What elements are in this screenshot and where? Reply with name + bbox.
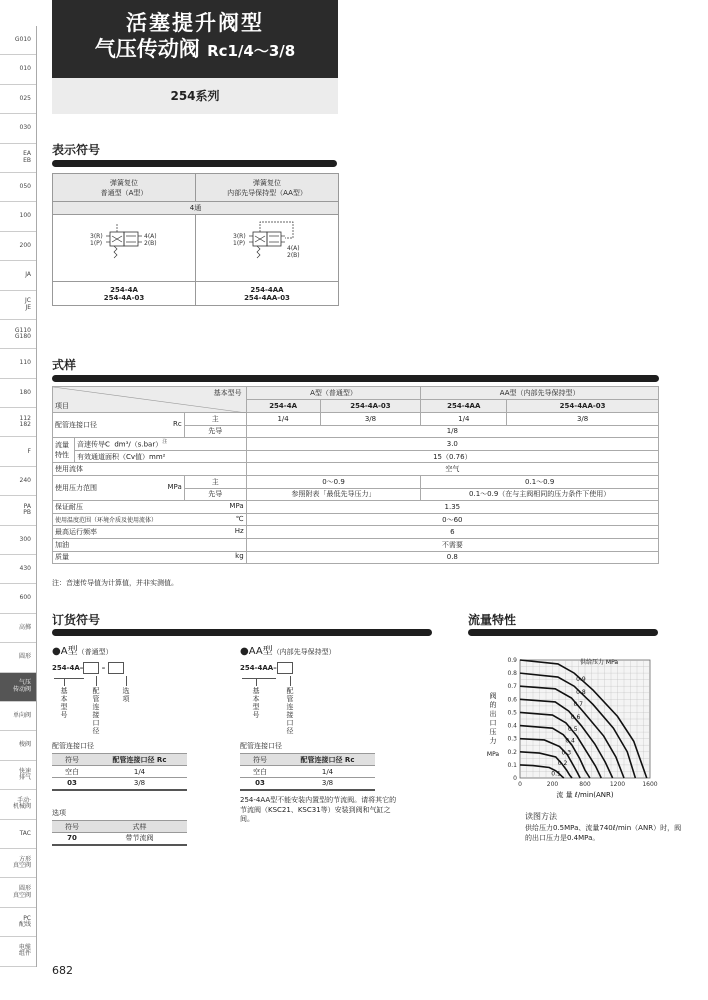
sidebar-item[interactable]: 050: [0, 173, 36, 202]
row-sublabel: 先导: [184, 425, 246, 438]
section-title-spec: 式样: [52, 358, 77, 372]
x-axis-label: 流 量 ℓ/min(ANR): [556, 791, 614, 799]
row-label: 使用压力范围 MPa: [53, 475, 185, 500]
sidebar-item[interactable]: 梭阀: [0, 731, 36, 760]
y-tick-label: 0.5: [507, 709, 517, 717]
y-tick-label: 0.4: [507, 722, 517, 730]
sidebar-item[interactable]: 100: [0, 202, 36, 231]
sidebar-item[interactable]: 025: [0, 85, 36, 114]
section-bar: [52, 629, 432, 636]
series-label: 0.4: [565, 737, 575, 745]
x-tick-label: 1600: [642, 781, 658, 788]
cell: 0～0.9: [246, 475, 421, 488]
sidebar-item[interactable]: 高掷: [0, 614, 36, 643]
row-label: 流量 特性: [53, 438, 75, 463]
model-header: 254-4AA-03: [507, 400, 659, 413]
sidebar-item[interactable]: 快速 排气: [0, 761, 36, 790]
read-method-title: 读图方法: [525, 812, 557, 821]
sidebar-item[interactable]: 010: [0, 55, 36, 84]
y-axis-label-char: 的: [489, 701, 497, 709]
section-bar: [52, 375, 659, 382]
label-port-size: 配管连接口径: [92, 687, 100, 735]
symbol-col-aa: 弹簧复位 内部先导保持型（AA型）: [196, 174, 339, 202]
x-tick-label: 1200: [609, 781, 626, 788]
leader-line: [256, 678, 257, 686]
sidebar-item[interactable]: 300: [0, 526, 36, 555]
sidebar-item[interactable]: EA EB: [0, 144, 36, 173]
svg-text:1(P): 1(P): [233, 240, 246, 247]
sidebar-item[interactable]: 110: [0, 349, 36, 378]
series-label: 254系列: [52, 78, 338, 114]
symbol-aa-models: 254-4AA 254-4AA-03: [196, 282, 339, 306]
page-number: 682: [52, 964, 73, 977]
code-underline: [242, 678, 276, 679]
row-sublabel: 主: [184, 475, 246, 488]
cell: 3.0: [246, 438, 658, 451]
sidebar-item[interactable]: 600: [0, 584, 36, 613]
svg-text:3(R): 3(R): [90, 233, 103, 240]
row-label: 使用流体: [53, 463, 247, 476]
spec-corner: 基本型号 项目: [53, 387, 247, 413]
leader-line: [96, 676, 97, 686]
sidebar-item[interactable]: 圆形: [0, 643, 36, 672]
cell: 空白: [52, 766, 92, 778]
model-header: 254-4A: [246, 400, 320, 413]
sidebar-item[interactable]: JC JE: [0, 291, 36, 320]
y-tick-label: 0.6: [507, 696, 517, 704]
cell: 3/8: [507, 413, 659, 426]
ports-row: 4通: [53, 202, 339, 215]
sidebar-item[interactable]: G110 G180: [0, 320, 36, 349]
cell: 1/4: [280, 766, 375, 778]
sidebar-item[interactable]: TAC: [0, 820, 36, 849]
spec-note: 注：音速传导值为计算值，并非实测值。: [52, 579, 178, 587]
cell: 参照附表「最低先导压力」: [246, 488, 421, 501]
row-label: 保证耐压 MPa: [53, 501, 247, 514]
col-header: 配管连接口径 Rc: [92, 754, 187, 766]
cell: 0.8: [246, 551, 658, 564]
group-a-header: A型（普通型）: [246, 387, 421, 400]
x-tick-label: 800: [579, 781, 591, 788]
svg-text:1(P): 1(P): [90, 240, 103, 247]
order-aa-heading: ●AA型（内部先导保持型）: [240, 646, 336, 657]
row-label: 加油: [53, 538, 247, 551]
row-label: 质量 kg: [53, 551, 247, 564]
series-label: 0.5: [568, 725, 578, 733]
model-header: 254-4AA: [421, 400, 507, 413]
row-label: 配管连接口径 Rc: [53, 413, 185, 438]
cell: 03: [52, 778, 92, 790]
sidebar-item[interactable]: 112 182: [0, 408, 36, 437]
y-axis-label-char: 阀: [489, 692, 497, 700]
port-table: [52, 753, 187, 791]
col-header: 符号: [52, 754, 92, 766]
svg-text:4(A): 4(A): [144, 233, 157, 240]
y-tick-label: 0.1: [507, 761, 517, 769]
label-basic-model: 基本型号: [252, 687, 260, 719]
y-axis-unit: MPa: [486, 751, 500, 758]
row-sublabel: 音速传导C dm³/$(s.bar)^注$: [74, 438, 246, 451]
code-box-port: [83, 662, 99, 674]
cell: 0～60: [246, 513, 658, 526]
cell: 1/8: [246, 425, 658, 438]
x-tick-label: 0: [518, 781, 522, 788]
cell: 70: [52, 833, 92, 845]
series-label: 0.6: [570, 714, 581, 722]
section-bar: [468, 629, 658, 636]
symbol-a-models: 254-4A 254-4A-03: [53, 282, 196, 306]
supply-pressure-label: 供给压力 MPa: [580, 659, 619, 666]
sidebar-item[interactable]: F: [0, 437, 36, 466]
y-axis-label-char: 出: [489, 710, 497, 718]
section-title-flow: 流量特性: [468, 613, 517, 627]
cell: 1/4: [246, 413, 320, 426]
cell: 0.1～0.9: [421, 475, 659, 488]
y-tick-label: 0.2: [507, 748, 517, 756]
cell: 1/4: [421, 413, 507, 426]
sidebar-item[interactable]: 240: [0, 467, 36, 496]
y-axis-label-char: 力: [489, 737, 497, 745]
cell: 不需要: [246, 538, 658, 551]
series-label: 0.7: [573, 701, 584, 709]
sidebar-item[interactable]: 030: [0, 114, 36, 143]
sidebar-item[interactable]: PA PB: [0, 496, 36, 525]
sidebar-index: [0, 26, 37, 967]
svg-text:3(R): 3(R): [233, 233, 246, 240]
sidebar-item[interactable]: 方形 真空阀: [0, 849, 36, 878]
sidebar-item[interactable]: PC 配线: [0, 908, 36, 937]
sidebar-item[interactable]: 气压 传动阀: [0, 673, 36, 702]
label-port-size: 配管连接口径: [286, 687, 294, 735]
symbol-col-a: 弹簧复位 普通型（A型）: [53, 174, 196, 202]
row-sublabel: 主: [184, 413, 246, 426]
port-table-title: 配管连接口径: [52, 742, 94, 750]
sidebar-item[interactable]: 430: [0, 555, 36, 584]
series-label: 0.8: [576, 689, 586, 697]
row-sublabel: 先导: [184, 488, 246, 501]
row-label: 使用温度范围（环境介质及使用流体） ℃: [53, 513, 247, 526]
read-method-text: 供给压力0.5MPa、流量740ℓ/min（ANR）时，阀的出口压力是0.4MPa。: [525, 824, 682, 842]
svg-text:4(A): 4(A): [287, 245, 300, 252]
sidebar-item[interactable]: 单向阀: [0, 702, 36, 731]
cell: 1/4: [92, 766, 187, 778]
cell: 空白: [240, 766, 280, 778]
cell: 3/8: [280, 778, 375, 790]
order-a-code: 254-4A– –: [52, 662, 124, 674]
section-bar: [52, 160, 337, 167]
svg-text:2(B): 2(B): [287, 252, 300, 259]
leader-line: [126, 676, 127, 686]
cell: 15（0.76）: [246, 450, 658, 463]
symbol-aa-diagram: [196, 215, 339, 282]
series-label: 0.1: [551, 770, 561, 778]
page-title: 活塞提升阀型: [126, 11, 264, 35]
svg-text:2(B): 2(B): [144, 240, 157, 247]
sidebar-item[interactable]: 200: [0, 232, 36, 261]
aa-port-table: [240, 753, 375, 791]
sidebar-item[interactable]: 手动· 机械阀: [0, 790, 36, 819]
code-underline: [54, 678, 84, 679]
y-tick-label: 0.9: [507, 657, 517, 664]
section-title-order: 订货符号: [52, 613, 101, 627]
order-aa-code: 254-4AA–: [240, 662, 293, 674]
cell: 0.1～0.9（在与主阀相同的压力条件下使用）: [421, 488, 659, 501]
series-label: 0.3: [561, 749, 572, 757]
cell: 1.35: [246, 501, 658, 514]
label-basic-model: 基本型号: [60, 687, 68, 719]
y-axis-label-char: 压: [489, 728, 497, 736]
sidebar-item[interactable]: 电缆 组件: [0, 937, 36, 966]
row-label: 最高运行频率 Hz: [53, 526, 247, 539]
y-tick-label: 0.7: [507, 683, 517, 691]
leader-line: [64, 678, 65, 686]
model-header: 254-4A-03: [320, 400, 421, 413]
flow-chart: [465, 650, 665, 810]
cell: 3/8: [92, 778, 187, 790]
code-box-option: [108, 662, 124, 674]
sidebar-item[interactable]: JA: [0, 261, 36, 290]
leader-line: [290, 676, 291, 686]
aa-port-table-title: 配管连接口径: [240, 742, 282, 750]
cell: 带节流阀: [92, 833, 187, 845]
col-header: 配管连接口径 Rc: [280, 754, 375, 766]
sidebar-item[interactable]: G010: [0, 26, 36, 55]
y-tick-label: 0: [513, 775, 517, 782]
valve-symbol-a-icon: [54, 216, 194, 278]
section-title-symbol: 表示符号: [52, 143, 101, 157]
cell: 6: [246, 526, 658, 539]
sidebar-item[interactable]: 圆形 真空阀: [0, 878, 36, 907]
option-table-title: 选项: [52, 809, 66, 817]
symbol-a-diagram: [53, 215, 196, 282]
group-aa-header: AA型（内部先导保持型）: [421, 387, 659, 400]
title-block: [52, 0, 338, 78]
series-label: 0.9: [576, 676, 586, 684]
cell: 3/8: [320, 413, 421, 426]
label-option: 选项: [122, 687, 130, 703]
y-axis-label-char: 口: [489, 719, 497, 727]
row-sublabel: 有效通道面积（Cv值）mm²: [74, 450, 246, 463]
series-label: 0.2: [557, 760, 568, 768]
cell: 03: [240, 778, 280, 790]
page-subtitle: 气压传动阀 Rc1/4～3/8: [94, 37, 296, 61]
col-header: 符号: [240, 754, 280, 766]
spec-table: [52, 386, 659, 564]
aa-note: 254-4AA型不能安装内置型的节流阀。请将其它的节流阀（KSC21、KSC31等）安装到阀和气缸之间。: [240, 796, 397, 823]
y-tick-label: 0.8: [507, 670, 517, 678]
option-table: [52, 820, 187, 846]
col-header: 式样: [92, 821, 187, 833]
sidebar-item[interactable]: 180: [0, 379, 36, 408]
y-tick-label: 0.3: [507, 735, 517, 743]
col-header: 符号: [52, 821, 92, 833]
symbol-table: [52, 173, 339, 306]
cell: 空气: [246, 463, 658, 476]
x-tick-label: 200: [546, 781, 559, 788]
valve-symbol-aa-icon: [197, 216, 337, 278]
order-a-heading: ●A型（普通型）: [52, 646, 113, 657]
code-box-port: [277, 662, 293, 674]
